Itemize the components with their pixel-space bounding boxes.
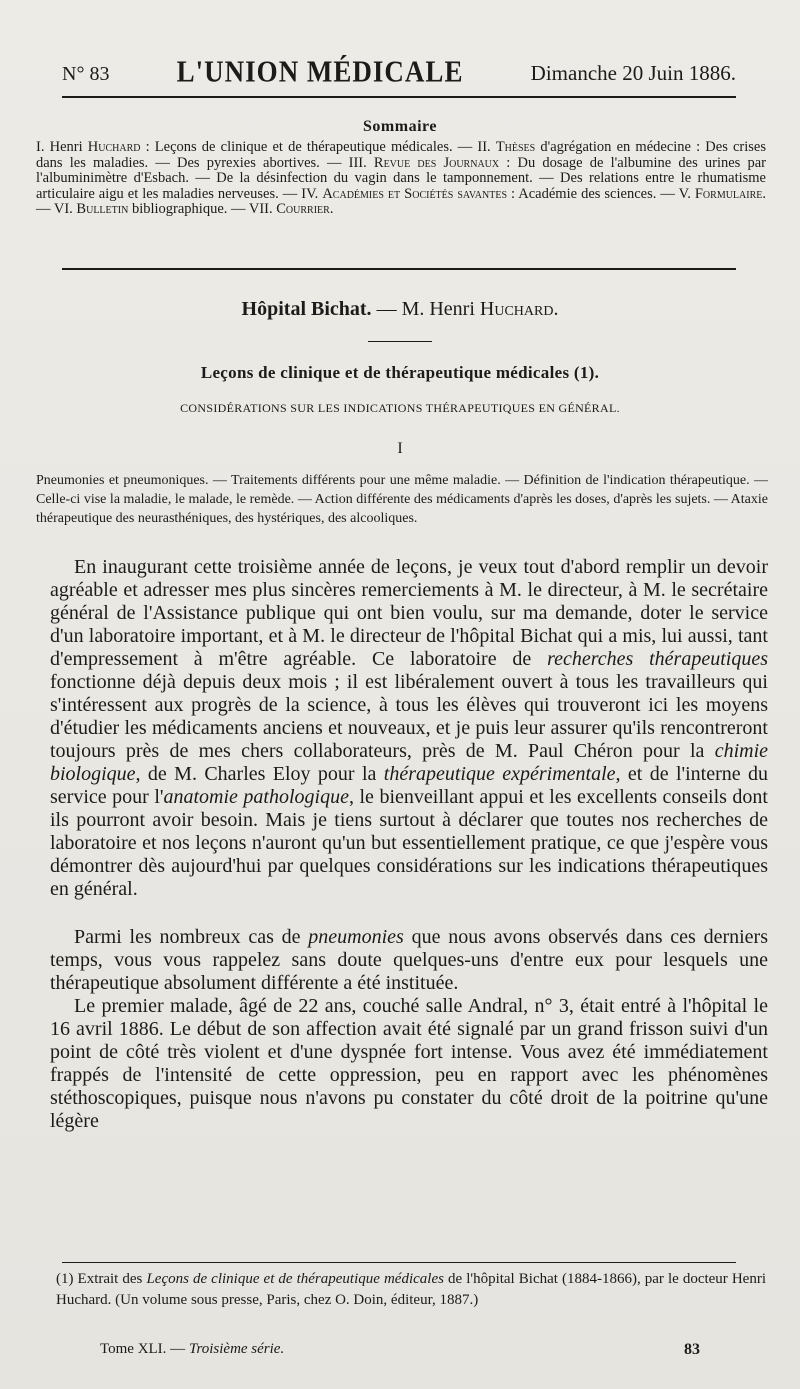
hospital-name: Hôpital Bichat. bbox=[241, 298, 372, 320]
lecture-title: Leçons de clinique et de thérapeutique médicales (1). bbox=[200, 363, 600, 382]
text-run: Parmi les nombreux cas de bbox=[74, 926, 309, 948]
sommaire-text bbox=[36, 140, 766, 218]
text-run: , de M. Charles Eloy pour la bbox=[135, 763, 384, 785]
sommaire-section-title: Académies et Sociétés savantes bbox=[322, 185, 508, 202]
text-run-italic: Troisième série. bbox=[188, 1341, 285, 1357]
volume-info bbox=[100, 1341, 284, 1359]
text-run-italic: pneumonies bbox=[308, 926, 404, 948]
lecture-subtitle: CONSIDÉRATIONS SUR LES INDICATIONS THÉRAPEUTIQUES EN GÉNÉRAL. bbox=[180, 401, 620, 415]
heading-part: . bbox=[553, 298, 559, 320]
sommaire-part: bibliographique. — VII. bbox=[128, 201, 277, 217]
sommaire-part: . bbox=[329, 201, 334, 217]
sommaire-part: : Académie des sciences. — V. bbox=[507, 185, 695, 202]
sommaire-part: d'agrégation en médecine : Des crises dans les maladies. — Des pyrexies abortives. — III. bbox=[36, 139, 766, 171]
footnote-divider bbox=[62, 1262, 736, 1263]
sommaire-section-title: Formulaire bbox=[694, 185, 763, 202]
text-run-italic: recherches thérapeutiques bbox=[547, 648, 768, 670]
text-run: , et de l'interne du service pour l' bbox=[50, 763, 768, 808]
section-summary: Pneumonies et pneumoniques. — Traitements différents pour une même maladie. — Définition de l'indication thérapeutique. — Celle-ci vise la maladie, le malade, le remède. — Action différente des médicaments d'après les doses, d'après les sujets. — Ataxie thérapeutique des neurasthéniques, des hystériques, des alcooliques. bbox=[36, 473, 768, 526]
sommaire-heading: Sommaire bbox=[363, 118, 437, 135]
sommaire-part: : Leçons de clinique et de thérapeutique médicales. — II. bbox=[140, 139, 496, 155]
page-number: 83 bbox=[684, 1341, 700, 1358]
issue-date: Dimanche 20 Juin 1886. bbox=[530, 61, 736, 85]
sommaire-section-title: Courrier bbox=[276, 201, 330, 217]
journal-title: L'UNION MÉDICALE bbox=[176, 53, 464, 89]
page-footer bbox=[100, 1341, 700, 1359]
heading-part: — M. Henri bbox=[371, 298, 480, 320]
sommaire-part: : Du dosage de l'albumine des urines par l'albuminimètre d'Esbach. — De la désinfection du vagin dans le tamponnement. — Des relations entre le rhumatisme articulaire aigu et les maladies nerveuses. — IV. bbox=[36, 154, 767, 202]
short-divider bbox=[368, 341, 432, 342]
sommaire-section-title: Revue des Journaux bbox=[373, 154, 500, 171]
text-run: fonctionne déjà depuis deux mois ; il est libéralement ouvert à tous les travailleurs qui s'intéressent aux progrès de la science, à tous les élèves qui trouveront ici les moyens d'étudier les médicaments anciens et nouveaux, et je puis leur assurer qu'ils rencontreront toujours près de mes chers collaborateurs, près de M. Paul Chéron pour la bbox=[50, 671, 768, 762]
text-run: (1) Extrait des bbox=[56, 1271, 147, 1287]
text-run: En inaugurant cette troisième année de leçons, je veux tout d'abord remplir un devoir agréable et adresser mes plus sincères remerciements à M. le directeur, à M. le secrétaire général de l'Assistance publique qui ont bien voulu, sur ma demande, doter le service d'un laboratoire important, et à M. le directeur de l'hôpital Bichat qui a mis, lui aussi, tant d'empressement à m'être agréable. Ce laboratoire de bbox=[50, 556, 768, 670]
body-paragraph bbox=[50, 556, 768, 901]
text-run-italic: Leçons de clinique et de thérapeutique médicales bbox=[146, 1271, 444, 1287]
footnote bbox=[56, 1269, 766, 1311]
text-run: Tome XLI. — bbox=[100, 1341, 189, 1357]
text-run-italic: chimie biologique bbox=[50, 740, 768, 785]
body-paragraph bbox=[50, 926, 768, 995]
text-run-italic: anatomie pathologique bbox=[163, 786, 349, 808]
journal-header bbox=[62, 53, 736, 98]
sommaire-part: I. Henri bbox=[36, 139, 88, 155]
sommaire-section-title: Bulletin bbox=[76, 201, 129, 217]
issue-number: N° 83 bbox=[62, 63, 110, 85]
article-heading bbox=[0, 298, 800, 321]
article-author: Huchard bbox=[479, 298, 554, 320]
section-divider bbox=[62, 268, 736, 270]
text-run-italic: thérapeutique expérimentale bbox=[383, 763, 616, 785]
sommaire-section-title: Thèses bbox=[495, 139, 536, 155]
text-run: que nous avons observés dans ces derniers temps, vous vous rappelez sans doute quelques-uns d'entre eux pour lesquels une thérapeutique absolument différente a été instituée. bbox=[50, 926, 768, 994]
article-body bbox=[50, 556, 768, 1133]
text-run: de l'hôpital Bichat (1884-1866), par le docteur Henri Huchard. (Un volume sous presse, Paris, chez O. Doin, éditeur, 1887.) bbox=[56, 1271, 766, 1308]
body-paragraph: Le premier malade, âgé de 22 ans, couché salle Andral, n° 3, était entré à l'hôpital le 16 avril 1886. Le début de son affection avait été signalé par un grand frisson suivi d'un point de côté très violent et d'une dyspnée fort intense. Vous avez été immédiatement frappés de l'intensité de cette oppression, peu en rapport avec les phénomènes stéthoscopiques, puisque nous n'avons pu constater du côté droit de la poitrine qu'une légère bbox=[50, 995, 768, 1132]
section-number: I bbox=[397, 440, 403, 457]
sommaire-part: . — VI. bbox=[36, 185, 766, 217]
text-run: , le bienveillant appui et les excellents conseils dont ils pourront avoir besoin. Mais je tiens surtout à déclarer que toutes nos recherches de laboratoire et nos leçons n'auront qu'un but essentiellement pratique, ce que j'espère vous démontrer dès aujourd'hui par quelques considérations sur les indications thérapeutiques en général. bbox=[50, 786, 768, 900]
sommaire-author: Huchard bbox=[87, 139, 141, 155]
